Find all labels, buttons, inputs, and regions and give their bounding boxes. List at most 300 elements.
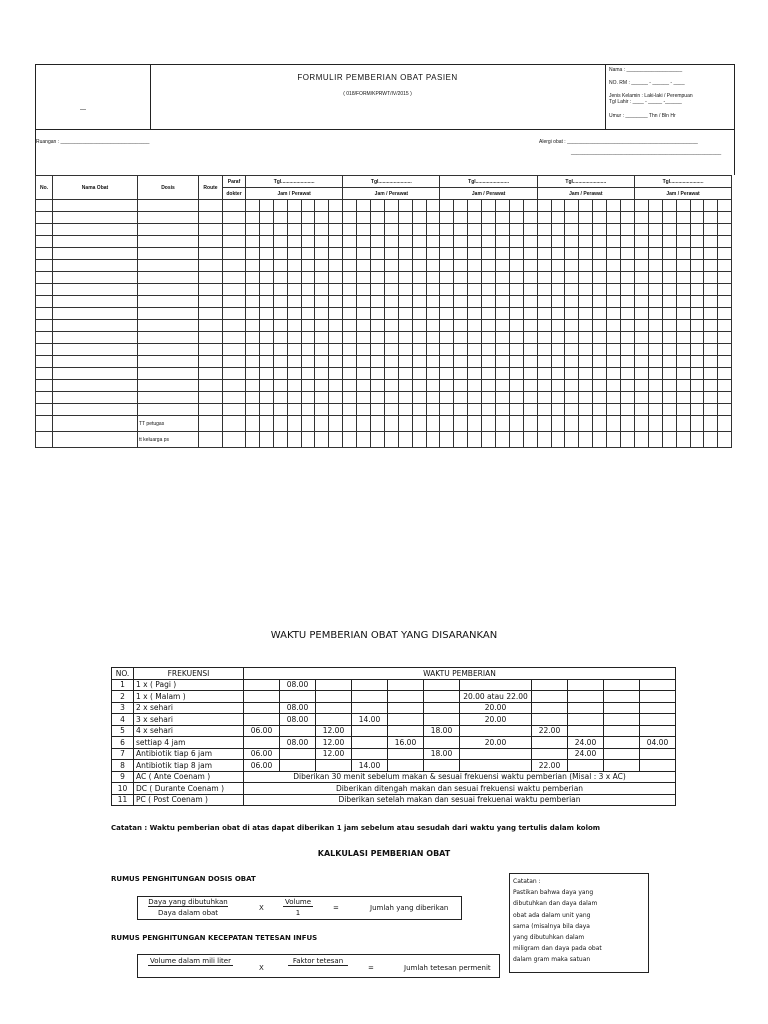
grid-entry-cell[interactable] xyxy=(551,224,565,236)
grid-entry-cell[interactable] xyxy=(259,272,273,284)
grid-entry-cell[interactable] xyxy=(454,404,468,416)
grid-entry-cell[interactable] xyxy=(509,224,523,236)
grid-entry-cell[interactable] xyxy=(315,356,329,368)
grid-entry-cell[interactable] xyxy=(246,356,260,368)
grid-entry-cell[interactable] xyxy=(138,380,199,392)
grid-entry-cell[interactable] xyxy=(496,356,510,368)
grid-entry-cell[interactable] xyxy=(343,260,357,272)
grid-entry-cell[interactable] xyxy=(509,248,523,260)
grid-entry-cell[interactable] xyxy=(468,200,482,212)
grid-entry-cell[interactable] xyxy=(440,248,454,260)
grid-entry-cell[interactable] xyxy=(384,320,398,332)
grid-entry-cell[interactable] xyxy=(315,248,329,260)
grid-entry-cell[interactable] xyxy=(482,236,496,248)
grid-entry-cell[interactable] xyxy=(579,296,593,308)
grid-entry-cell[interactable] xyxy=(565,236,579,248)
grid-entry-cell[interactable] xyxy=(259,212,273,224)
grid-entry-cell[interactable] xyxy=(301,296,315,308)
grid-entry-cell[interactable] xyxy=(440,344,454,356)
grid-entry-cell[interactable] xyxy=(482,392,496,404)
grid-entry-cell[interactable] xyxy=(593,404,607,416)
grid-entry-cell[interactable] xyxy=(371,224,385,236)
grid-entry-cell[interactable] xyxy=(384,332,398,344)
grid-entry-cell[interactable] xyxy=(662,260,676,272)
grid-entry-cell[interactable] xyxy=(53,284,138,296)
grid-entry-cell[interactable] xyxy=(496,260,510,272)
grid-entry-cell[interactable] xyxy=(138,296,199,308)
grid-entry-cell[interactable] xyxy=(329,212,343,224)
grid-entry-cell[interactable] xyxy=(676,368,690,380)
grid-entry-cell[interactable] xyxy=(551,404,565,416)
grid-entry-cell[interactable] xyxy=(426,320,440,332)
grid-entry-cell[interactable] xyxy=(343,272,357,284)
grid-entry-cell[interactable] xyxy=(440,332,454,344)
grid-entry-cell[interactable] xyxy=(593,212,607,224)
grid-entry-cell[interactable] xyxy=(704,368,718,380)
grid-entry-cell[interactable] xyxy=(287,392,301,404)
grid-entry-cell[interactable] xyxy=(426,332,440,344)
grid-entry-cell[interactable] xyxy=(223,368,246,380)
grid-entry-cell[interactable] xyxy=(690,392,704,404)
grid-entry-cell[interactable] xyxy=(509,332,523,344)
grid-entry-cell[interactable] xyxy=(676,236,690,248)
grid-entry-cell[interactable] xyxy=(482,212,496,224)
grid-entry-cell[interactable] xyxy=(676,296,690,308)
grid-entry-cell[interactable] xyxy=(412,416,426,432)
grid-entry-cell[interactable] xyxy=(223,344,246,356)
grid-entry-cell[interactable] xyxy=(315,212,329,224)
grid-entry-cell[interactable] xyxy=(454,236,468,248)
grid-entry-cell[interactable] xyxy=(53,212,138,224)
grid-entry-cell[interactable] xyxy=(138,272,199,284)
grid-entry-cell[interactable] xyxy=(634,404,648,416)
grid-entry-cell[interactable] xyxy=(690,344,704,356)
grid-entry-cell[interactable] xyxy=(301,380,315,392)
grid-entry-cell[interactable] xyxy=(412,344,426,356)
grid-entry-cell[interactable] xyxy=(676,332,690,344)
grid-entry-cell[interactable] xyxy=(223,380,246,392)
grid-entry-cell[interactable] xyxy=(273,416,287,432)
grid-entry-cell[interactable] xyxy=(537,344,551,356)
grid-entry-cell[interactable] xyxy=(593,432,607,448)
grid-entry-cell[interactable] xyxy=(454,380,468,392)
grid-entry-cell[interactable] xyxy=(523,236,537,248)
grid-entry-cell[interactable] xyxy=(371,308,385,320)
grid-entry-cell[interactable] xyxy=(138,212,199,224)
grid-entry-cell[interactable] xyxy=(138,200,199,212)
grid-entry-cell[interactable] xyxy=(676,432,690,448)
grid-entry-cell[interactable] xyxy=(621,200,635,212)
grid-entry-cell[interactable] xyxy=(36,356,53,368)
grid-entry-cell[interactable] xyxy=(398,344,412,356)
grid-entry-cell[interactable] xyxy=(482,224,496,236)
grid-entry-cell[interactable] xyxy=(384,380,398,392)
grid-entry-cell[interactable] xyxy=(53,236,138,248)
grid-entry-cell[interactable] xyxy=(301,248,315,260)
grid-entry-cell[interactable] xyxy=(565,368,579,380)
grid-entry-cell[interactable] xyxy=(634,224,648,236)
grid-entry-cell[interactable] xyxy=(384,296,398,308)
grid-entry-cell[interactable] xyxy=(273,284,287,296)
grid-entry-cell[interactable] xyxy=(690,236,704,248)
grid-entry-cell[interactable] xyxy=(287,236,301,248)
grid-entry-cell[interactable] xyxy=(482,320,496,332)
grid-entry-cell[interactable] xyxy=(343,392,357,404)
grid-entry-cell[interactable] xyxy=(551,392,565,404)
grid-entry-cell[interactable] xyxy=(53,296,138,308)
grid-entry-cell[interactable] xyxy=(412,272,426,284)
grid-entry-cell[interactable] xyxy=(496,272,510,284)
grid-entry-cell[interactable] xyxy=(199,432,223,448)
grid-entry-cell[interactable] xyxy=(315,368,329,380)
grid-entry-cell[interactable] xyxy=(199,404,223,416)
grid-entry-cell[interactable] xyxy=(138,260,199,272)
grid-entry-cell[interactable] xyxy=(537,392,551,404)
grid-entry-cell[interactable] xyxy=(509,380,523,392)
grid-entry-cell[interactable] xyxy=(662,356,676,368)
grid-entry-cell[interactable] xyxy=(454,320,468,332)
grid-entry-cell[interactable] xyxy=(537,404,551,416)
grid-entry-cell[interactable] xyxy=(223,296,246,308)
grid-entry-cell[interactable] xyxy=(301,308,315,320)
grid-entry-cell[interactable] xyxy=(648,284,662,296)
grid-entry-cell[interactable] xyxy=(579,380,593,392)
grid-entry-cell[interactable] xyxy=(496,212,510,224)
grid-entry-cell[interactable] xyxy=(138,356,199,368)
grid-entry-cell[interactable] xyxy=(579,224,593,236)
grid-entry-cell[interactable] xyxy=(648,224,662,236)
grid-entry-cell[interactable] xyxy=(287,248,301,260)
grid-entry-cell[interactable] xyxy=(634,308,648,320)
grid-entry-cell[interactable] xyxy=(36,224,53,236)
grid-entry-cell[interactable] xyxy=(593,200,607,212)
grid-entry-cell[interactable] xyxy=(315,260,329,272)
grid-entry-cell[interactable] xyxy=(509,236,523,248)
grid-entry-cell[interactable] xyxy=(259,356,273,368)
grid-entry-cell[interactable] xyxy=(259,284,273,296)
grid-entry-cell[interactable] xyxy=(315,380,329,392)
grid-entry-cell[interactable] xyxy=(246,224,260,236)
grid-entry-cell[interactable] xyxy=(509,260,523,272)
grid-entry-cell[interactable] xyxy=(223,260,246,272)
grid-entry-cell[interactable] xyxy=(676,380,690,392)
grid-entry-cell[interactable] xyxy=(398,200,412,212)
grid-entry-cell[interactable] xyxy=(199,200,223,212)
grid-entry-cell[interactable] xyxy=(246,212,260,224)
grid-entry-cell[interactable] xyxy=(343,344,357,356)
grid-entry-cell[interactable] xyxy=(273,248,287,260)
grid-entry-cell[interactable] xyxy=(287,404,301,416)
grid-entry-cell[interactable] xyxy=(468,224,482,236)
grid-entry-cell[interactable] xyxy=(343,332,357,344)
grid-entry-cell[interactable] xyxy=(273,368,287,380)
grid-entry-cell[interactable] xyxy=(454,272,468,284)
grid-entry-cell[interactable] xyxy=(138,404,199,416)
grid-entry-cell[interactable] xyxy=(287,272,301,284)
grid-entry-cell[interactable] xyxy=(482,356,496,368)
grid-entry-cell[interactable] xyxy=(509,272,523,284)
grid-entry-cell[interactable] xyxy=(496,236,510,248)
grid-entry-cell[interactable] xyxy=(440,380,454,392)
grid-entry-cell[interactable] xyxy=(357,200,371,212)
grid-entry-cell[interactable] xyxy=(676,200,690,212)
grid-entry-cell[interactable] xyxy=(329,320,343,332)
grid-entry-cell[interactable] xyxy=(273,236,287,248)
grid-entry-cell[interactable] xyxy=(579,344,593,356)
grid-entry-cell[interactable] xyxy=(648,368,662,380)
grid-entry-cell[interactable] xyxy=(371,404,385,416)
grid-entry-cell[interactable] xyxy=(343,236,357,248)
grid-entry-cell[interactable] xyxy=(287,356,301,368)
grid-entry-cell[interactable] xyxy=(551,272,565,284)
grid-entry-cell[interactable] xyxy=(329,308,343,320)
grid-entry-cell[interactable] xyxy=(648,320,662,332)
grid-entry-cell[interactable] xyxy=(412,368,426,380)
grid-entry-cell[interactable] xyxy=(398,212,412,224)
grid-entry-cell[interactable] xyxy=(36,344,53,356)
grid-entry-cell[interactable] xyxy=(371,368,385,380)
grid-entry-cell[interactable] xyxy=(634,248,648,260)
grid-entry-cell[interactable] xyxy=(579,272,593,284)
grid-entry-cell[interactable] xyxy=(223,224,246,236)
grid-entry-cell[interactable] xyxy=(509,392,523,404)
grid-entry-cell[interactable] xyxy=(199,296,223,308)
grid-entry-cell[interactable] xyxy=(468,308,482,320)
grid-entry-cell[interactable] xyxy=(718,296,732,308)
grid-entry-cell[interactable] xyxy=(246,236,260,248)
grid-entry-cell[interactable] xyxy=(690,356,704,368)
grid-entry-cell[interactable] xyxy=(287,416,301,432)
grid-entry-cell[interactable] xyxy=(621,236,635,248)
grid-entry-cell[interactable] xyxy=(273,404,287,416)
grid-entry-cell[interactable] xyxy=(273,332,287,344)
grid-entry-cell[interactable] xyxy=(426,200,440,212)
grid-entry-cell[interactable] xyxy=(454,224,468,236)
grid-entry-cell[interactable] xyxy=(537,356,551,368)
grid-entry-cell[interactable] xyxy=(398,236,412,248)
grid-entry-cell[interactable] xyxy=(537,212,551,224)
grid-entry-cell[interactable] xyxy=(648,380,662,392)
grid-entry-cell[interactable] xyxy=(593,320,607,332)
grid-entry-cell[interactable] xyxy=(357,236,371,248)
grid-entry-cell[interactable] xyxy=(523,368,537,380)
grid-entry-cell[interactable] xyxy=(357,432,371,448)
grid-entry-cell[interactable] xyxy=(690,404,704,416)
grid-entry-cell[interactable] xyxy=(357,320,371,332)
grid-entry-cell[interactable] xyxy=(690,200,704,212)
grid-entry-cell[interactable] xyxy=(468,272,482,284)
grid-entry-cell[interactable] xyxy=(565,380,579,392)
grid-entry-cell[interactable] xyxy=(223,236,246,248)
grid-entry-cell[interactable] xyxy=(454,356,468,368)
grid-entry-cell[interactable] xyxy=(704,380,718,392)
grid-entry-cell[interactable] xyxy=(551,308,565,320)
grid-entry-cell[interactable] xyxy=(593,368,607,380)
grid-entry-cell[interactable] xyxy=(551,236,565,248)
grid-entry-cell[interactable] xyxy=(371,236,385,248)
grid-entry-cell[interactable] xyxy=(315,404,329,416)
grid-entry-cell[interactable] xyxy=(482,308,496,320)
grid-entry-cell[interactable] xyxy=(329,404,343,416)
grid-entry-cell[interactable] xyxy=(704,296,718,308)
grid-entry-cell[interactable] xyxy=(426,308,440,320)
grid-entry-cell[interactable] xyxy=(273,308,287,320)
grid-entry-cell[interactable] xyxy=(648,212,662,224)
grid-entry-cell[interactable] xyxy=(36,296,53,308)
grid-entry-cell[interactable] xyxy=(246,332,260,344)
grid-entry-cell[interactable] xyxy=(468,320,482,332)
grid-entry-cell[interactable] xyxy=(426,380,440,392)
grid-entry-cell[interactable] xyxy=(36,236,53,248)
grid-entry-cell[interactable] xyxy=(138,344,199,356)
grid-entry-cell[interactable] xyxy=(301,224,315,236)
grid-entry-cell[interactable] xyxy=(357,392,371,404)
grid-entry-cell[interactable] xyxy=(259,380,273,392)
grid-entry-cell[interactable] xyxy=(607,308,621,320)
grid-entry-cell[interactable] xyxy=(398,248,412,260)
grid-entry-cell[interactable] xyxy=(634,368,648,380)
grid-entry-cell[interactable] xyxy=(273,432,287,448)
grid-entry-cell[interactable] xyxy=(412,356,426,368)
grid-entry-cell[interactable] xyxy=(621,248,635,260)
grid-entry-cell[interactable] xyxy=(690,260,704,272)
grid-entry-cell[interactable] xyxy=(537,200,551,212)
grid-entry-cell[interactable] xyxy=(537,224,551,236)
grid-entry-cell[interactable] xyxy=(246,416,260,432)
grid-entry-cell[interactable] xyxy=(565,416,579,432)
grid-entry-cell[interactable] xyxy=(301,260,315,272)
grid-entry-cell[interactable] xyxy=(593,224,607,236)
grid-entry-cell[interactable] xyxy=(412,320,426,332)
grid-entry-cell[interactable] xyxy=(398,404,412,416)
grid-entry-cell[interactable] xyxy=(259,392,273,404)
grid-entry-cell[interactable] xyxy=(551,416,565,432)
grid-entry-cell[interactable] xyxy=(199,320,223,332)
grid-entry-cell[interactable] xyxy=(398,296,412,308)
grid-entry-cell[interactable] xyxy=(343,356,357,368)
grid-entry-cell[interactable] xyxy=(343,224,357,236)
grid-entry-cell[interactable] xyxy=(551,260,565,272)
grid-entry-cell[interactable] xyxy=(676,404,690,416)
grid-entry-cell[interactable] xyxy=(579,320,593,332)
grid-entry-cell[interactable] xyxy=(301,392,315,404)
grid-entry-cell[interactable] xyxy=(199,284,223,296)
grid-entry-cell[interactable] xyxy=(509,368,523,380)
grid-entry-cell[interactable] xyxy=(621,432,635,448)
grid-entry-cell[interactable] xyxy=(357,248,371,260)
grid-entry-cell[interactable] xyxy=(343,284,357,296)
grid-entry-cell[interactable] xyxy=(371,320,385,332)
grid-entry-cell[interactable] xyxy=(273,296,287,308)
grid-entry-cell[interactable] xyxy=(648,392,662,404)
grid-entry-cell[interactable] xyxy=(468,380,482,392)
grid-entry-cell[interactable] xyxy=(482,296,496,308)
grid-entry-cell[interactable] xyxy=(579,308,593,320)
grid-entry-cell[interactable] xyxy=(482,260,496,272)
grid-entry-cell[interactable] xyxy=(482,432,496,448)
grid-entry-cell[interactable] xyxy=(662,392,676,404)
grid-entry-cell[interactable] xyxy=(482,248,496,260)
grid-entry-cell[interactable] xyxy=(468,404,482,416)
grid-entry-cell[interactable] xyxy=(704,392,718,404)
grid-entry-cell[interactable] xyxy=(384,432,398,448)
grid-entry-cell[interactable] xyxy=(704,404,718,416)
grid-entry-cell[interactable] xyxy=(509,284,523,296)
grid-entry-cell[interactable] xyxy=(468,332,482,344)
grid-entry-cell[interactable] xyxy=(36,284,53,296)
grid-entry-cell[interactable] xyxy=(509,416,523,432)
grid-entry-cell[interactable] xyxy=(718,332,732,344)
grid-entry-cell[interactable] xyxy=(648,260,662,272)
grid-entry-cell[interactable] xyxy=(412,404,426,416)
grid-entry-cell[interactable] xyxy=(223,432,246,448)
grid-entry-cell[interactable] xyxy=(718,236,732,248)
grid-entry-cell[interactable] xyxy=(523,272,537,284)
grid-entry-cell[interactable] xyxy=(634,332,648,344)
grid-entry-cell[interactable] xyxy=(690,248,704,260)
grid-entry-cell[interactable] xyxy=(621,332,635,344)
grid-entry-cell[interactable] xyxy=(223,392,246,404)
grid-entry-cell[interactable] xyxy=(426,368,440,380)
grid-entry-cell[interactable] xyxy=(607,284,621,296)
grid-entry-cell[interactable] xyxy=(634,320,648,332)
grid-entry-cell[interactable] xyxy=(634,380,648,392)
grid-entry-cell[interactable] xyxy=(565,344,579,356)
grid-entry-cell[interactable] xyxy=(537,296,551,308)
grid-entry-cell[interactable] xyxy=(621,368,635,380)
grid-entry-cell[interactable] xyxy=(398,260,412,272)
grid-entry-cell[interactable] xyxy=(138,224,199,236)
grid-entry-cell[interactable] xyxy=(36,308,53,320)
grid-entry-cell[interactable] xyxy=(36,368,53,380)
grid-entry-cell[interactable] xyxy=(315,224,329,236)
grid-entry-cell[interactable] xyxy=(704,308,718,320)
grid-entry-cell[interactable] xyxy=(329,248,343,260)
grid-entry-cell[interactable] xyxy=(662,380,676,392)
grid-entry-cell[interactable] xyxy=(496,404,510,416)
grid-entry-cell[interactable] xyxy=(301,236,315,248)
grid-entry-cell[interactable] xyxy=(537,308,551,320)
grid-entry-cell[interactable] xyxy=(662,404,676,416)
grid-entry-cell[interactable] xyxy=(138,368,199,380)
grid-entry-cell[interactable] xyxy=(537,272,551,284)
grid-entry-cell[interactable] xyxy=(621,344,635,356)
grid-entry-cell[interactable] xyxy=(676,260,690,272)
grid-entry-cell[interactable] xyxy=(371,200,385,212)
grid-entry-cell[interactable] xyxy=(329,236,343,248)
grid-entry-cell[interactable] xyxy=(315,320,329,332)
grid-entry-cell[interactable] xyxy=(621,260,635,272)
grid-entry-cell[interactable] xyxy=(551,356,565,368)
grid-entry-cell[interactable] xyxy=(579,260,593,272)
grid-entry-cell[interactable] xyxy=(315,432,329,448)
grid-entry-cell[interactable] xyxy=(718,212,732,224)
grid-entry-cell[interactable] xyxy=(357,296,371,308)
grid-entry-cell[interactable] xyxy=(551,332,565,344)
grid-entry-cell[interactable] xyxy=(273,200,287,212)
grid-entry-cell[interactable] xyxy=(53,200,138,212)
grid-entry-cell[interactable] xyxy=(509,320,523,332)
grid-entry-cell[interactable] xyxy=(357,284,371,296)
grid-entry-cell[interactable] xyxy=(482,368,496,380)
grid-entry-cell[interactable] xyxy=(246,272,260,284)
grid-entry-cell[interactable] xyxy=(648,416,662,432)
grid-entry-cell[interactable] xyxy=(565,320,579,332)
grid-entry-cell[interactable] xyxy=(690,296,704,308)
grid-entry-cell[interactable] xyxy=(579,332,593,344)
grid-entry-cell[interactable] xyxy=(648,332,662,344)
grid-entry-cell[interactable] xyxy=(496,308,510,320)
